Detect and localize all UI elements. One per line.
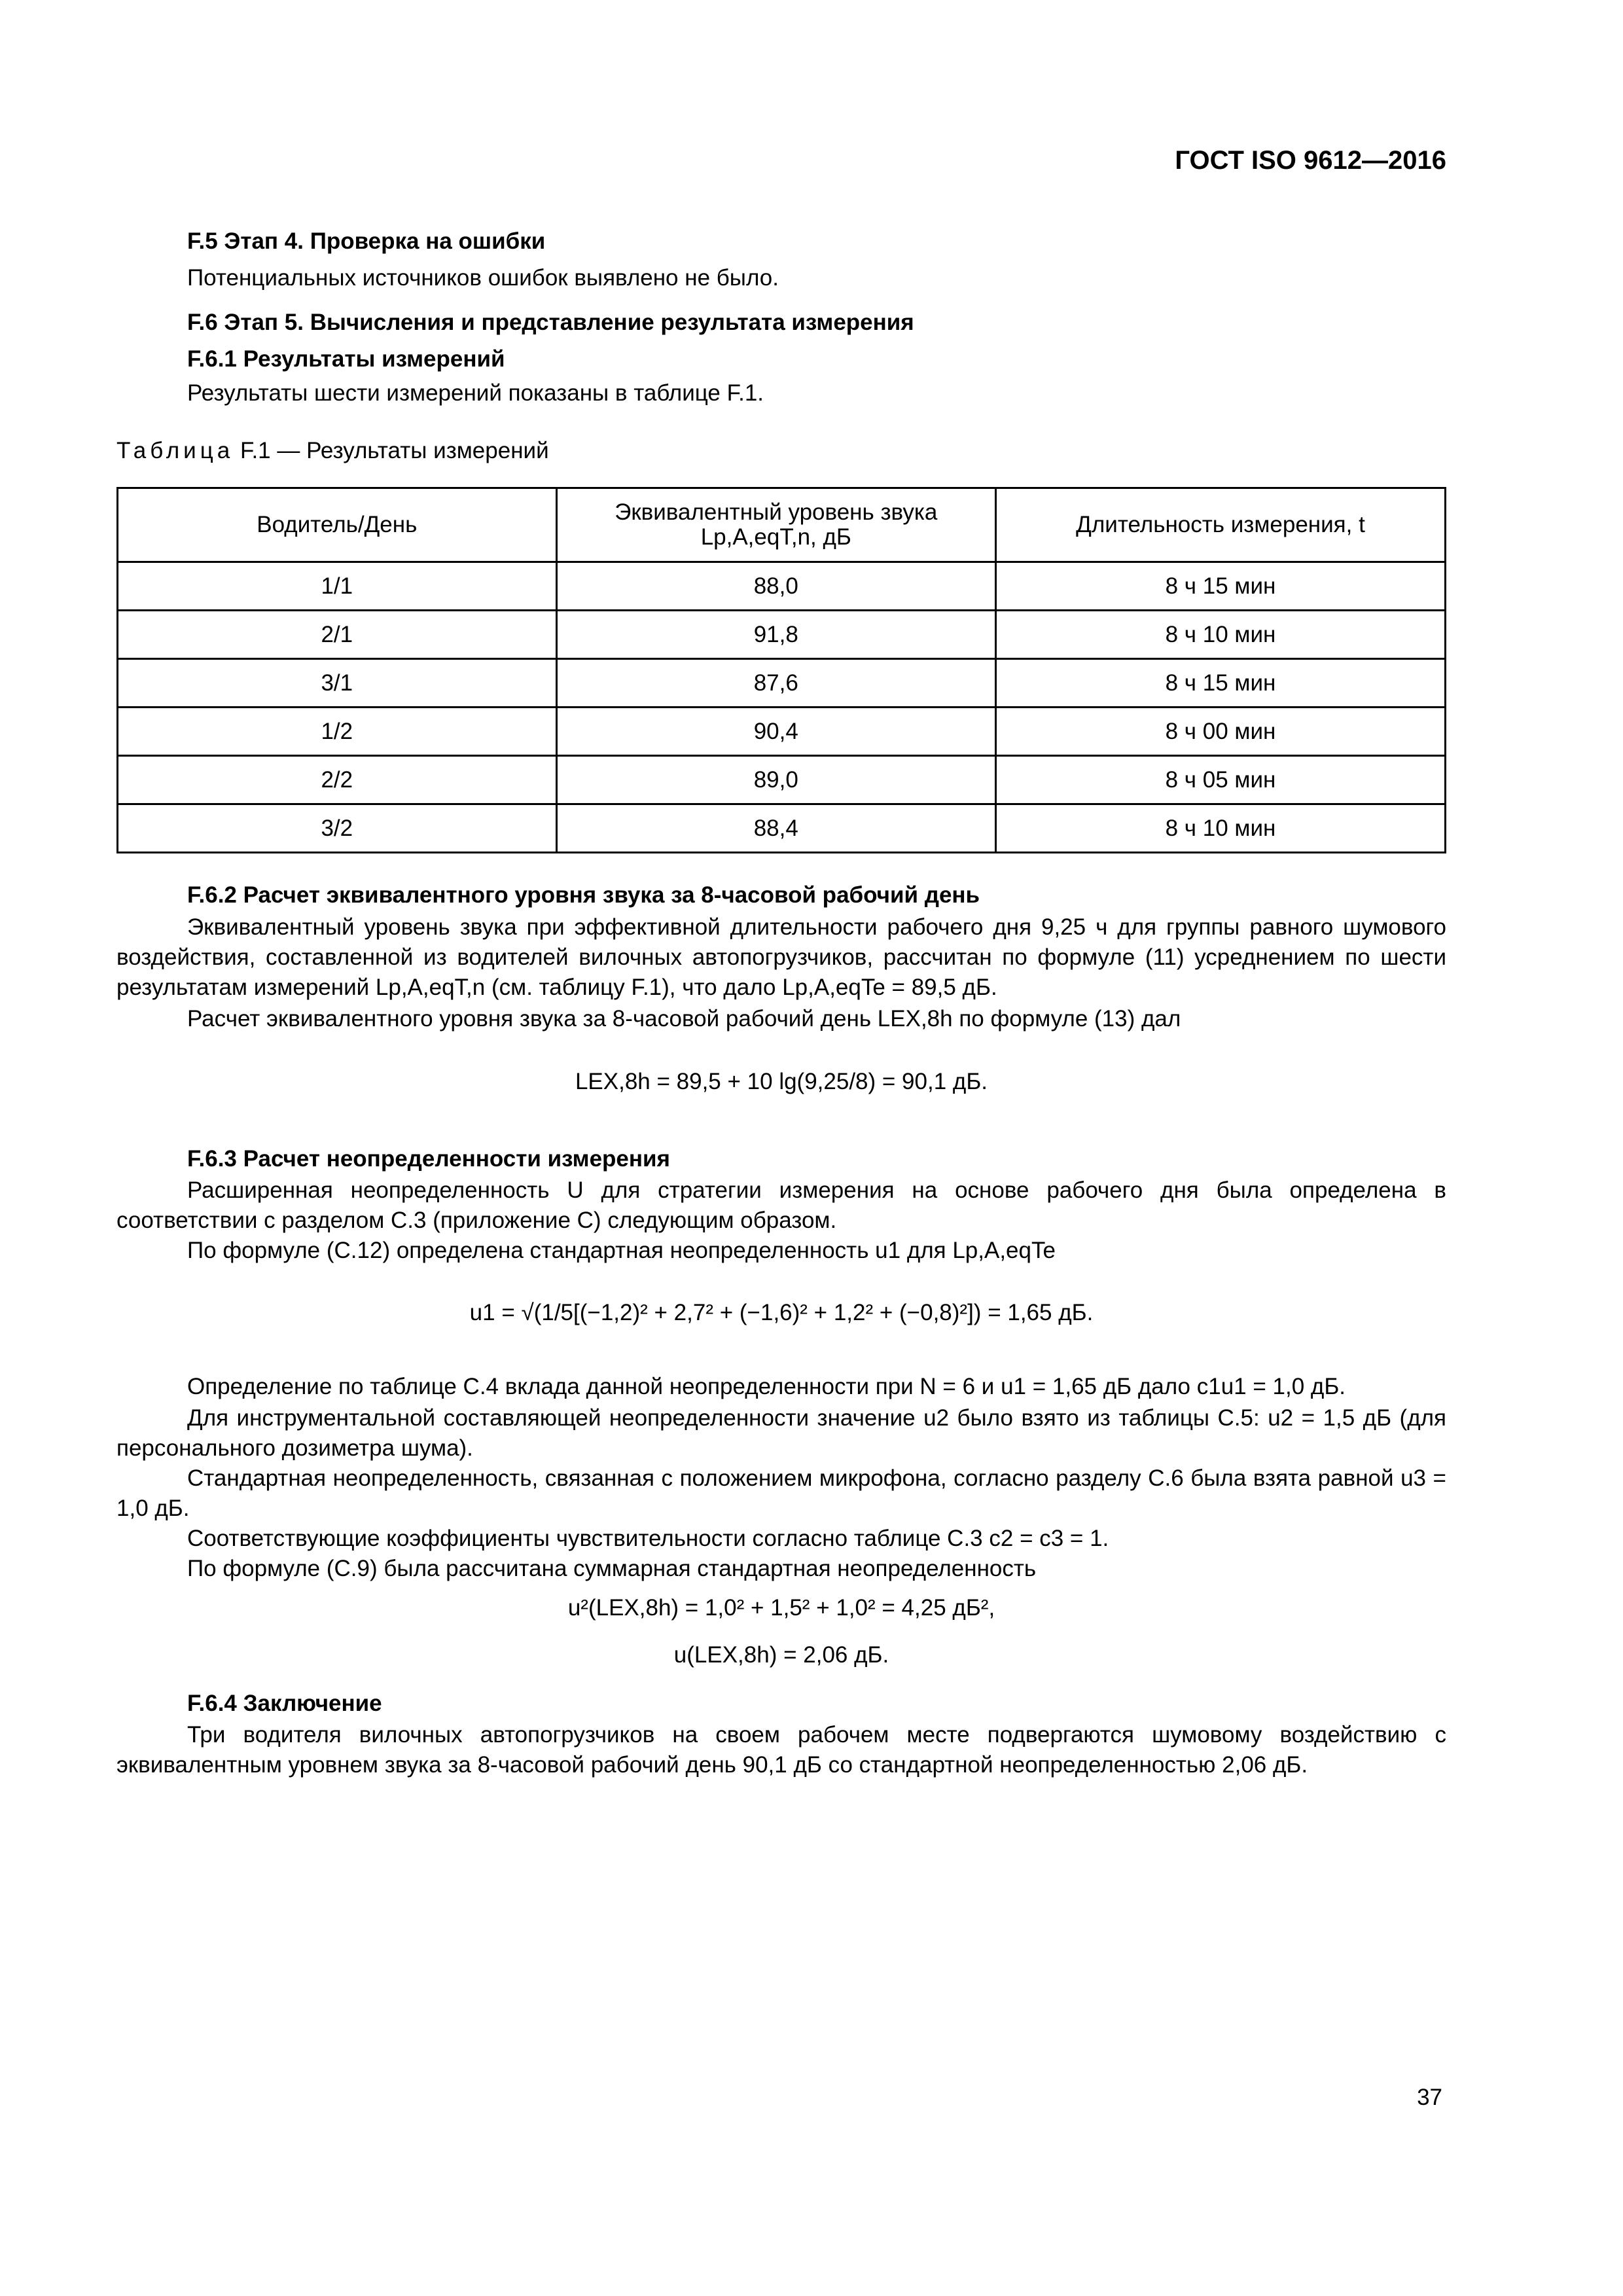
table-row [118, 708, 1446, 756]
table-cell: 8 ч 00 мин [995, 708, 1445, 756]
table-cell: 88,4 [556, 804, 995, 853]
table-cell: 91,8 [556, 611, 995, 659]
table-cell: 87,6 [556, 659, 995, 708]
table-header-duration: Длительность измерения, t [995, 488, 1445, 562]
table-cell: 2/1 [118, 611, 557, 659]
table-cell: 8 ч 05 мин [995, 756, 1445, 804]
formula-lex8h: LEX,8h = 89,5 + 10 lg(9,25/8) = 90,1 дБ. [575, 1069, 988, 1094]
table-caption [116, 436, 549, 466]
section-f63-para1: Расширенная неопределенность U для стратегии измерения на основе рабочего дня была определена в соответствии с разделом С.3 (приложение С) следующим образом. [116, 1177, 1446, 1233]
table-header-level: Эквивалентный уровень звука Lp,A,eqT,n, дБ [556, 488, 995, 562]
table-row [118, 804, 1446, 853]
formula-u1: u1 = √(1/5[(−1,2)² + 2,7² + (−1,6)² + 1,2² + (−0,8)²]) = 1,65 дБ. [469, 1300, 1094, 1325]
table-cell: 88,0 [556, 562, 995, 611]
section-f63-para7: По формуле (С.9) была рассчитана суммарная стандартная неопределенность [187, 1556, 1037, 1581]
document-header: ГОСТ ISO 9612—2016 [1175, 146, 1446, 175]
results-table [116, 487, 1446, 853]
section-f61-text: Результаты шести измерений показаны в таблице F.1. [187, 380, 764, 406]
section-f64-title: F.6.4 Заключение [187, 1691, 382, 1716]
section-f61-title: F.6.1 Результаты измерений [187, 346, 505, 372]
table-row [118, 756, 1446, 804]
table-cell: 90,4 [556, 708, 995, 756]
section-f5-text: Потенциальных источников ошибок выявлено не было. [187, 265, 779, 291]
formula-u-squared: u²(LEX,8h) = 1,0² + 1,5² + 1,0² = 4,25 дБ², [567, 1595, 995, 1621]
table-cell: 8 ч 15 мин [995, 562, 1445, 611]
table-cell: 8 ч 15 мин [995, 659, 1445, 708]
section-f62-title: F.6.2 Расчет эквивалентного уровня звука за 8-часовой рабочий день [187, 882, 980, 908]
section-f5-title: F.5 Этап 4. Проверка на ошибки [187, 228, 546, 254]
table-cell: 89,0 [556, 756, 995, 804]
table-cell: 3/2 [118, 804, 557, 853]
section-f62-para2: Расчет эквивалентного уровня звука за 8-часовой рабочий день LEX,8h по формуле (13) дал [187, 1006, 1181, 1031]
section-f64-text: Три водителя вилочных автопогрузчиков на своем рабочем месте подвергаются шумовому воздействию с эквивалентным уровнем звука за 8-часовой рабочий день 90,1 дБ со стандартной неопределенностью 2,06 дБ. [116, 1722, 1446, 1778]
table-cell: 8 ч 10 мин [995, 611, 1445, 659]
table-cell: 1/2 [118, 708, 557, 756]
table-row [118, 611, 1446, 659]
section-f62-para1: Эквивалентный уровень звука при эффективной длительности рабочего дня 9,25 ч для группы равного шумового воздействия, составленной из водителей вилочных автопогрузчиков, рассчитан по формуле (11) усреднением по шести результатам измерений Lp,A,eqT,n (см. таблицу F.1), что дало Lp,A,eqTe = 89,5 дБ. [116, 914, 1446, 1000]
section-f63-para4: Для инструментальной составляющей неопределенности значение u2 было взято из таблицы С.5: u2 = 1,5 дБ (для персонального дозиметра шума). [116, 1405, 1446, 1461]
table-cell: 2/2 [118, 756, 557, 804]
table-row [118, 659, 1446, 708]
formula-u: u(LEX,8h) = 2,06 дБ. [673, 1642, 889, 1668]
table-row [118, 562, 1446, 611]
section-f6-title: F.6 Этап 5. Вычисления и представление результата измерения [187, 310, 914, 335]
table-caption-rest: F.1 — Результаты измерений [234, 438, 549, 463]
section-f63-title: F.6.3 Расчет неопределенности измерения [187, 1146, 670, 1172]
page-number: 37 [1417, 2085, 1442, 2110]
section-f63-para3: Определение по таблице С.4 вклада данной неопределенности при N = 6 и u1 = 1,65 дБ дало c1u1 = 1,0 дБ. [187, 1374, 1346, 1399]
section-f63-para5: Стандартная неопределенность, связанная с положением микрофона, согласно разделу С.6 была взята равной u3 = 1,0 дБ. [116, 1465, 1446, 1521]
section-f63-para6: Соответствующие коэффициенты чувствительности согласно таблице С.3 c2 = c3 = 1. [187, 1526, 1109, 1551]
table-cell: 8 ч 10 мин [995, 804, 1445, 853]
table-header-driver: Водитель/День [118, 488, 557, 562]
table-cell: 1/1 [118, 562, 557, 611]
table-header-row [118, 488, 1446, 562]
table-cell: 3/1 [118, 659, 557, 708]
section-f63-para2: По формуле (С.12) определена стандартная неопределенность u1 для Lp,A,eqTe [187, 1238, 1056, 1263]
table-caption-word: Таблица [116, 438, 234, 463]
